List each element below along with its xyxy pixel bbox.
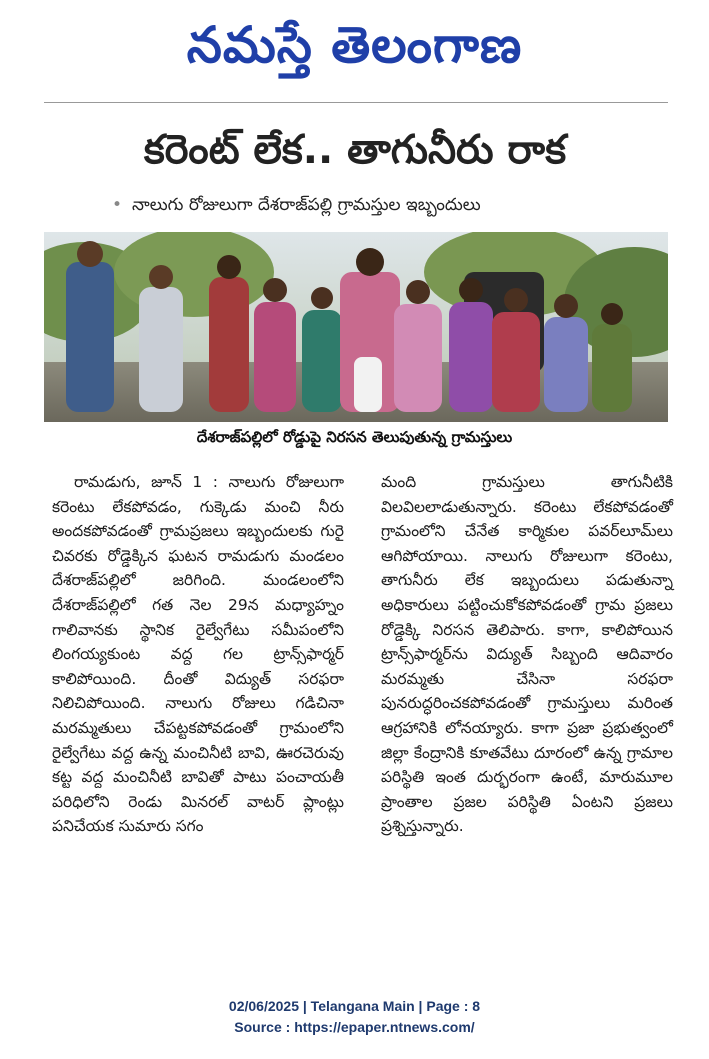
article-photo [44,232,668,422]
article-body-left: రామడుగు, జూన్ 1 : నాలుగు రోజులుగా కరెంటు లేకపోవడం, గుక్కెడు మంచి నీరు అందకపోవడంతో గ్రామప్రజలు ఇబ్బందులకు గురై చివరకు రోడ్డెక్కిన ఘటన రామడుగు మండలం దేశరాజ్‌పల్లిలో జరిగింది. మండలంలోని దేశరాజ్‌పల్లిలో గత నెల 29న మధ్యాహ్నం గాలివానకు స్థానిక రైల్వేగేటు సమీపంలోని లింగయ్యకుంట వద్ద గల ట్రాన్స్‌ఫార్మర్ కాలిపోయింది. దీంతో విద్యుత్ సరఫరా నిలిచిపోయింది. నాలుగు రోజులు గడిచినా మరమ్మతులు చేపట్టకపోవడంతో గ్రామంలోని రైల్వేగేటు వద్ద ఉన్న మంచినీటి బావి, ఊరచెరువు కట్ట వద్ద మంచినీటి బావితో పాటు పంచాయతీ పరిధిలోని రెండు మినరల్ వాటర్ ప్లాంట్లు పనిచేయక సుమారు సగం [52,473,344,836]
masthead-divider [44,102,668,103]
photo-caption: దేశరాజ్‌పల్లిలో రోడ్డుపై నిరసన తెలుపుతున్న గ్రామస్తులు [196,428,513,446]
article-column-left [52,470,344,839]
article-subhead [112,193,672,217]
article-column-right [381,470,673,839]
newspaper-masthead: నమస్తే తెలంగాణ [186,16,523,74]
footer-source-link[interactable]: Source : https://epaper.ntnews.com/ [234,1019,475,1035]
footer-edition-info: 02/06/2025 | Telangana Main | Page : 8 [228,998,481,1014]
article-body-right: మంది గ్రామస్తులు తాగునీటికి విలవిలలాడుతున్నారు. కరెంటు లేకపోవడంతో గ్రామంలోని చేనేత కార్మికుల పవర్‌లూమ్‌లు ఆగిపోయాయి. నాలుగు రోజులుగా కరెంటు, తాగునీరు లేక ఇబ్బందులు పడుతున్నా అధికారులు పట్టించుకోకపోవడంతో గ్రామ ప్రజలు రోడ్డెక్కి నిరసన తెలిపారు. కాగా, కాలిపోయిన ట్రాన్స్‌ఫార్మర్‌ను విద్యుత్ సిబ్బంది ఆదివారం మరమ్మతు చేసినా సరఫరా పునరుద్ధరించకపోవడంతో గ్రామస్తులు మరింత ఆగ్రహానికి లోనయ్యారు. కాగా ప్రజా ప్రభుత్వంలో జిల్లా కేంద్రానికి కూతవేటు దూరంలో ఉన్న గ్రామాల పరిస్థితి ఇంత దుర్భరంగా ఉంటే, మారుమూల ప్రాంతాల ప్రజల పరిస్థితి ఏంటని ప్రజలు ప్రశ్నిస్తున్నారు. [381,473,673,836]
protest-photo-image [44,232,668,422]
subhead-bullet: • [112,195,123,215]
page-footer [0,996,709,1038]
article-headline: కరెంట్ లేక.. తాగునీరు రాక [143,127,567,173]
subhead-text: నాలుగు రోజులుగా దేశరాజ్‌పల్లి గ్రామస్తుల ఇబ్బందులు [132,195,481,215]
